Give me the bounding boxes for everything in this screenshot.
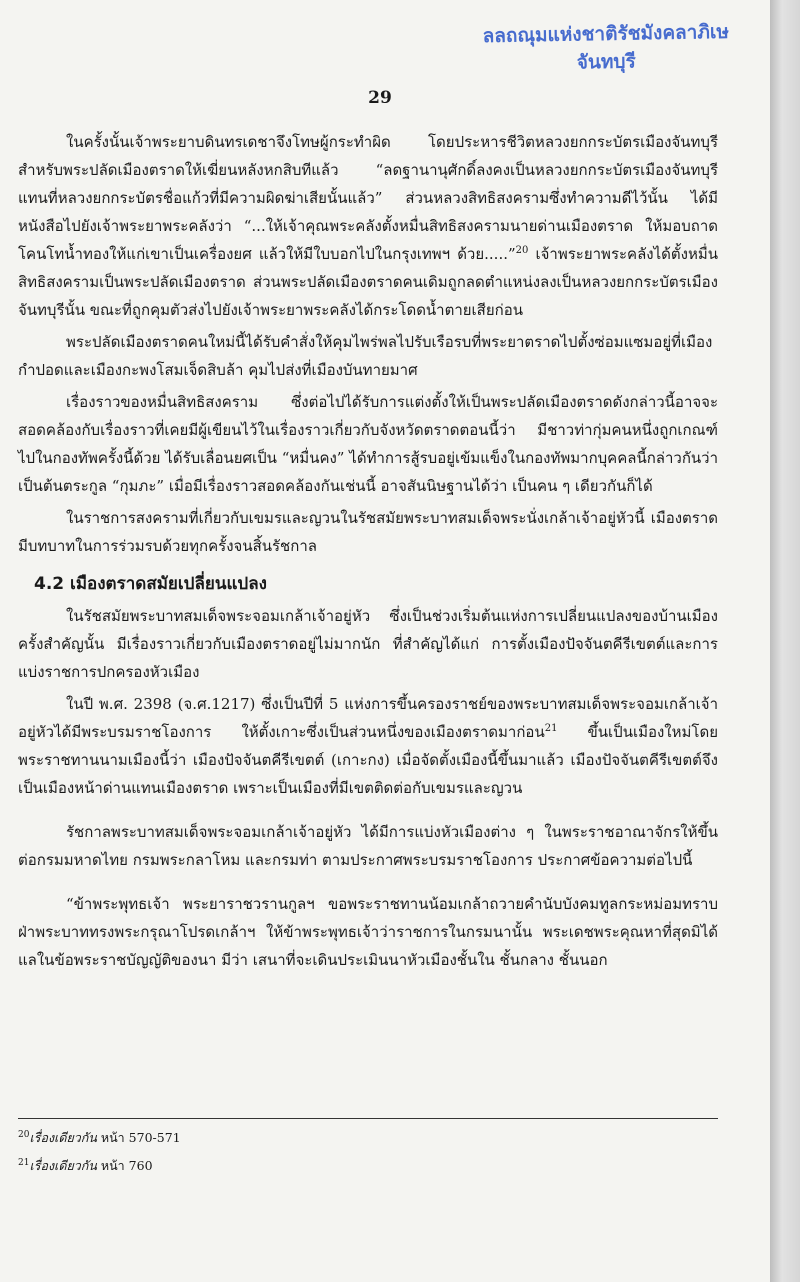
page-edge-shadow [770, 0, 800, 1282]
stamp-line-1: ลลถณุมแห่งชาติรัชมังคลาภิเษ [482, 20, 730, 48]
paragraph-5: ในรัชสมัยพระบาทสมเด็จพระจอมเกล้าเจ้าอยู่หัว ซึ่งเป็นช่วงเริ่มต้นแห่งการเปลี่ยนแปลงของบ้านเมืองครั้งสำคัญนั้น มีเรื่องราวเกี่ยวกับเมืองตราดอยู่ไม่มากนัก ที่สำคัญได้แก่ การตั้งเมืองปัจจันตคีรีเขตต์และการแบ่งราชการปกครองหัวเมือง [18, 607, 718, 681]
paragraph-3: เรื่องราวของหมื่นสิทธิสงคราม ซึ่งต่อไปได้รับการแต่งตั้งให้เป็นพระปลัดเมืองตราดดังกล่าวนี้อาจจะสอดคล้องกับเรื่องราวที่เคยมีผู้เขียนไว้ในเรื่องราวเกี่ยวกับจังหวัดตราดตอนนี้ว่า มีชาวท่ากุ่มคนหนึ่งถูกเกณฑ์ ไปในกองทัพครั้งนี้ด้วย ได้รับเลื่อนยศเป็น “หมื่นคง” ได้ทำการสู้รบอยู่เข้มแข็งในกองทัพมากบุคคลนี้กล่าวกันว่าเป็นต้นตระกูล “กุมภะ” เมื่อมีเรื่องราวสอดคล้องกันเช่นนี้ อาจสันนิษฐานได้ว่า เป็นคน ๆ เดียวกันก็ได้ [18, 393, 718, 495]
paragraph-2: พระปลัดเมืองตราดคนใหม่นี้ได้รับคำสั่งให้คุมไพร่พลไปรับเรือรบที่พระยาตราดไปตั้งซ่อมแซมอยู่ที่เมืองกำปอดและเมืองกะพงโสมเจ็ดสิบล้า คุมไปส่งที่เมืองบันทายมาศ [18, 333, 713, 379]
footnote-21 [18, 1152, 718, 1180]
paragraph-6 [18, 690, 718, 802]
paragraph-1 [18, 128, 718, 324]
paragraph-6-text: ในปี พ.ศ. 2398 (จ.ศ.1217) ซึ่งเป็นปีที่ 5 แห่งการขึ้นครองราชย์ของพระบาทสมเด็จพระจอมเกล้าเจ้าอยู่หัวได้มีพระบรมราชโองการ ให้ตั้งเกาะซึ่งเป็นส่วนหนึ่งของเมืองตราดมาก่อน [18, 695, 718, 741]
footnote-ref-21: 21 [544, 723, 558, 734]
page-number: 29 [368, 88, 392, 108]
section-heading: 4.2 เมืองตราดสมัยเปลี่ยนแปลง [34, 574, 267, 594]
footnotes [18, 1124, 718, 1180]
footnote-page-ref: หน้า 570-571 [96, 1130, 181, 1145]
paragraph-1-tail: เจ้าพระยาพระคลังได้ตั้งหมื่นสิทธิสงครามเป็นพระปลัดเมืองตราด ส่วนพระปลัดเมืองตราดคนเดิมถูกลดตำแหน่งลงเป็นหลวงยกกระบัตรเมืองจันทบุรีนั้น ขณะที่ถูกคุมตัวส่งไปยังเจ้าพระยาพระคลังได้กระโดดน้ำตายเสียก่อน [18, 245, 718, 319]
paragraph-8: “ข้าพระพุทธเจ้า พระยาราชวรานกูลฯ ขอพระราชทานน้อมเกล้าถวายคำนับบังคมทูลกระหม่อมทราบ ฝ่าพระบาททรงพระกรุณาโปรดเกล้าฯ ให้ข้าพระพุทธเจ้าว่าราชการในกรมนานั้น พระเดชพระคุณหาที่สุดมิได้ แลในข้อพระราชบัญญัติของนา มีว่า เสนาที่จะเดินประเมินนาหัวเมืองชั้นใน ชั้นกลาง ชั้นนอก [18, 895, 718, 969]
footnote-ref-20: 20 [515, 245, 529, 256]
footnote-divider [18, 1118, 718, 1119]
footnote-page-ref: หน้า 760 [96, 1158, 153, 1173]
footnote-number: 21 [18, 1157, 30, 1168]
paragraph-7: รัชกาลพระบาทสมเด็จพระจอมเกล้าเจ้าอยู่หัว ได้มีการแบ่งหัวเมืองต่าง ๆ ในพระราชอาณาจักรให้ขึ้นต่อกรมมหาดไทย กรมพระกลาโหม และกรมท่า ตามประกาศพระบรมราชโองการ ประกาศข้อความต่อไปนี้ [18, 823, 718, 869]
paragraph-1-text: ในครั้งนั้นเจ้าพระยาบดินทรเดชาจึงโทษผู้กระทำผิด โดยประหารชีวิตหลวงยกกระบัตรเมืองจันทบุรีสำหรับพระปลัดเมืองตราดให้เฆี่ยนหลังหกสิบทีแล้ว “ลดฐานานุศักดิ์ลงคงเป็นหลวงยกกระบัตรเมืองจันทบุรีแทนที่หลวงยกกระบัตรชื่อแก้วที่มีความผิดฆ่าเสียนั้นแล้ว” ส่วนหลวงสิทธิสงครามซึ่งทำความดีไว้นั้น ได้มีหนังสือไปยังเจ้าพระยาพระคลังว่า “...ให้เจ้าคุณพระคลังตั้งหมื่นสิทธิสงครามนายด่านเมืองตราด ให้มอบถาดโคนโทน้ำทองให้แก่เขาเป็นเครื่องยศ แล้วให้มีใบบอกไปในกรุงเทพฯ ด้วย.....” [18, 133, 718, 263]
stamp-line-2: จันทบุรี [576, 50, 636, 74]
library-stamp [476, 18, 737, 79]
footnote-title: เรื่องเดียวกัน [29, 1158, 97, 1173]
footnote-number: 20 [18, 1129, 30, 1140]
footnote-20 [18, 1124, 718, 1152]
paragraph-4: ในราชการสงครามที่เกี่ยวกับเขมรและญวนในรัชสมัยพระบาทสมเด็จพระนั่งเกล้าเจ้าอยู่หัวนี้ เมืองตราดมีบทบาทในการร่วมรบด้วยทุกครั้งจนสิ้นรัชกาล [18, 509, 718, 555]
footnote-title: เรื่องเดียวกัน [29, 1130, 97, 1145]
paragraph-6-tail: ขึ้นเป็นเมืองใหม่โดยพระราชทานนามเมืองนี้ว่า เมืองปัจจันตคีรีเขตต์ (เกาะกง) เมื่อจัดตั้งเมืองนี้ขึ้นมาแล้ว เมืองปัจจันตคีรีเขตต์จึงเป็นเมืองหน้าด่านแทนเมืองตราด เพราะเป็นเมืองที่มีเขตติดต่อกับเขมรและญวน [18, 723, 718, 797]
body-text [18, 128, 718, 978]
